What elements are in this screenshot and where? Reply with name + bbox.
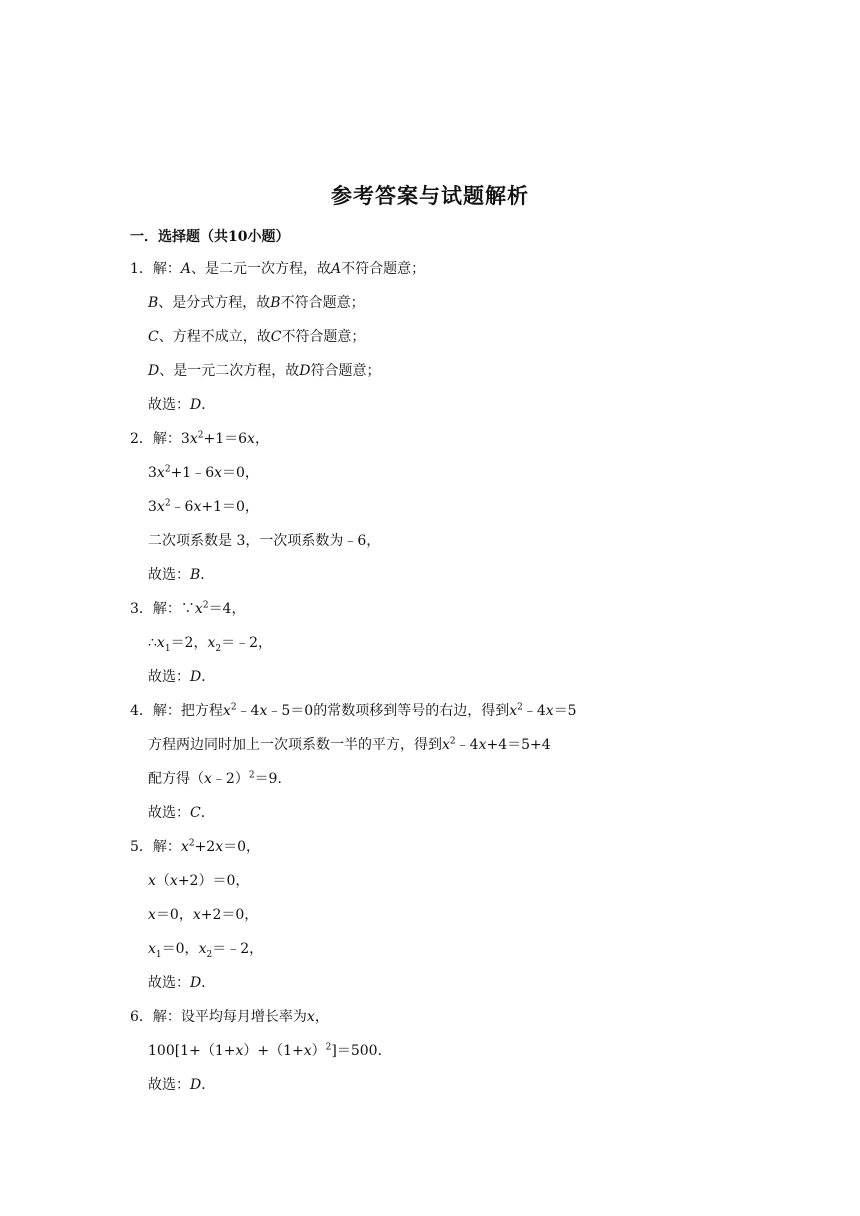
page-title: 参考答案与试题解析: [331, 183, 529, 208]
q2-line-4: 二次项系数是 3，一次项系数为﹣6，: [148, 533, 381, 549]
q2-line-1: 2．解：$3x^2+1=6x$，: [130, 430, 269, 447]
q1-line-4: D、是一元二次方程，故D符合题意；: [148, 363, 381, 379]
q6-answer: 故选：D．: [148, 1077, 216, 1093]
q3-answer: 故选：D．: [148, 669, 216, 685]
q5-line-4: $x_1=0$，$x_2=﹣2$，: [148, 941, 264, 960]
q5-answer: 故选：D．: [148, 975, 216, 991]
q2-line-2: $3x^2+1﹣6x=0$，: [148, 464, 259, 481]
q2-answer: 故选：B．: [148, 567, 215, 583]
q1-answer: 故选：D．: [148, 397, 216, 413]
q1-line-2: B、是分式方程，故B不符合题意；: [148, 295, 365, 311]
q4-line-1: 4．解：把方程$x^2﹣4x﹣5=0$的常数项移到等号的右边，得到$x^2﹣4x=5$: [130, 702, 577, 719]
q6-line-1: 6．解：设平均每月增长率为x，: [130, 1009, 329, 1025]
q1-line-1: 1．解：A、是二元一次方程，故A不符合题意；: [130, 261, 426, 277]
q4-answer: 故选：C．: [148, 805, 215, 821]
q5-line-1: 5．解：$x^2+2x=0$，: [130, 838, 261, 855]
q3-line-1: 3．解：$\because x^2=4$，: [130, 600, 246, 617]
q5-line-3: x＝0，x+2＝0，: [148, 907, 259, 923]
q2-line-3: $3x^2﹣6x+1=0$，: [148, 498, 259, 515]
q4-line-2: 方程两边同时加上一次项系数一半的平方，得到$x^2﹣4x+4=5+4$: [148, 736, 551, 753]
q1-line-3: C、方程不成立，故C不符合题意；: [148, 329, 366, 345]
q5-line-2: x（x+2）＝0，: [148, 873, 250, 889]
q4-line-3: 配方得（x﹣2）$^2$＝9．: [148, 770, 292, 787]
q3-line-2: $\therefore x_1=2$，$x_2=﹣2$，: [148, 635, 273, 654]
section-heading: 一．选择题（共10小题）: [130, 229, 290, 245]
q6-line-2: $100[1+(1+x)+(1+x)^2]=500$．: [148, 1042, 392, 1059]
